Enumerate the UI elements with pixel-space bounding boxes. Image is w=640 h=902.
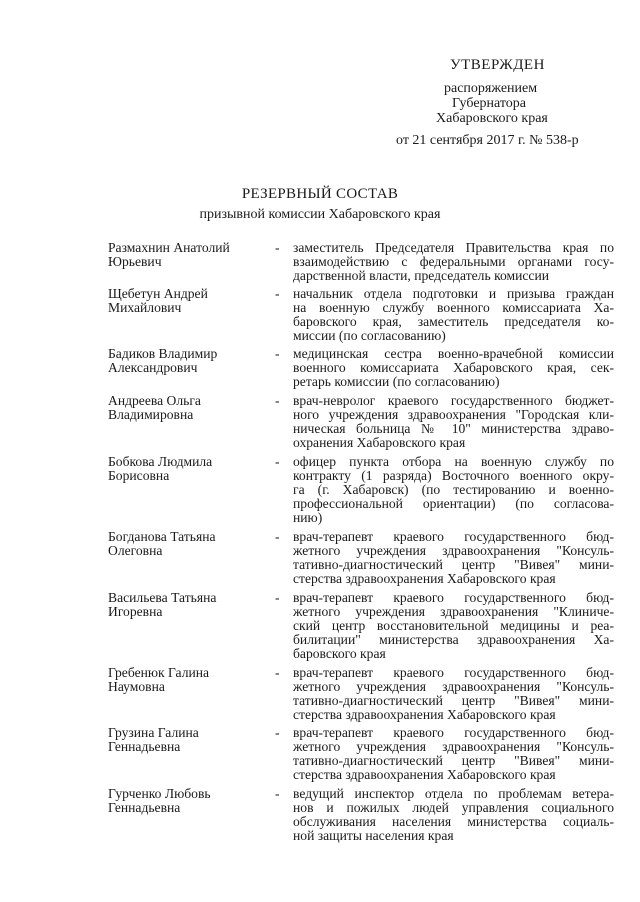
member-role: [293, 394, 614, 450]
member-role-line: взаимодействию с федеральными органами госу-: [293, 254, 614, 269]
member-name-line: Борисовна: [108, 468, 170, 483]
member-list: [108, 241, 614, 843]
member-role: [293, 241, 614, 283]
member-role-line: нию): [293, 510, 323, 525]
member-role-line: врач-терапевт краевого государственного бюд-: [293, 590, 614, 605]
member-role-line: врач-невролог краевого государственного бюджет-: [293, 393, 614, 408]
member-row: [108, 347, 614, 389]
approval-line: распоряжением: [444, 81, 538, 96]
member-role-line: тативно-диагностический центр "Вивея" мини-: [293, 693, 614, 708]
member-name: [108, 666, 273, 722]
member-role: [293, 347, 614, 389]
member-name: [108, 287, 273, 343]
member-role-line: начальник отдела подготовки и призыва граждан: [293, 286, 614, 301]
member-name: [108, 241, 273, 283]
member-role-line: ретарь комиссии (по согласованию): [293, 374, 500, 389]
approval-line: Хабаровского края: [436, 111, 548, 126]
document-title: РЕЗЕРВНЫЙ СОСТАВ: [241, 186, 399, 202]
member-name-line: Александрович: [108, 360, 198, 375]
member-row: [108, 455, 614, 525]
member-name-line: Богданова Татьяна: [108, 529, 216, 544]
member-row: [108, 726, 614, 782]
member-role-line: военного комиссариата Хабаровского края, сек-: [293, 360, 614, 375]
member-name-line: Геннадьевна: [108, 800, 181, 815]
member-row: [108, 287, 614, 343]
member-role-line: тативно-диагностический центр "Вивея" мини-: [293, 753, 614, 768]
member-role-line: стерства здравоохранения Хабаровского края: [293, 707, 556, 722]
member-role: [293, 666, 614, 722]
member-dash: -: [275, 454, 280, 469]
member-role-line: баровского края: [293, 646, 386, 661]
member-name-line: Гребенюк Галина: [108, 665, 210, 680]
approval-line: Губернатора: [452, 96, 527, 111]
member-name-line: Андреева Ольга: [108, 393, 201, 408]
member-name-line: Щебетун Андрей: [108, 286, 208, 301]
member-role-line: стерства здравоохранения Хабаровского края: [293, 571, 556, 586]
member-name-line: Грузина Галина: [108, 725, 199, 740]
member-dash: -: [275, 590, 280, 605]
member-role: [293, 726, 614, 782]
approval-date: от 21 сентября 2017 г. № 538-р: [396, 133, 579, 148]
member-dash: -: [275, 286, 280, 301]
approval-block: [392, 58, 602, 148]
member-name-line: Размахнин Анатолий: [108, 240, 230, 255]
member-row: [108, 530, 614, 586]
member-dash: -: [275, 346, 280, 361]
member-name-line: Бадиков Владимир: [108, 346, 218, 361]
member-name-line: Васильева Татьяна: [108, 590, 217, 605]
member-role-line: на военную службу военного комиссариата Ха-: [293, 300, 614, 315]
member-name-line: Владимировна: [108, 407, 194, 422]
member-role-line: ной защиты населения края: [293, 828, 454, 843]
member-name-line: Бобкова Людмила: [108, 454, 213, 469]
member-role-line: врач-терапевт краевого государственного бюд-: [293, 665, 614, 680]
member-role-line: врач-терапевт краевого государственного бюд-: [293, 725, 614, 740]
member-name-line: Юрьевич: [108, 254, 162, 269]
member-dash: -: [275, 725, 280, 740]
member-dash: -: [275, 393, 280, 408]
member-dash: -: [275, 240, 280, 255]
member-role-line: билитации" министерства здравоохранения Ха-: [293, 632, 614, 647]
member-role: [293, 787, 614, 843]
member-role-line: медицинская сестра военно-врачебной комиссии: [293, 346, 614, 361]
document-subtitle: призывной комиссии Хабаровского края: [199, 207, 441, 222]
member-dash: -: [275, 665, 280, 680]
member-role: [293, 455, 614, 525]
member-row: [108, 394, 614, 450]
member-name: [108, 787, 273, 843]
member-role-line: дарственной власти, председатель комиссии: [293, 268, 550, 283]
member-role-line: ническая больница № 10" министерства здраво-: [293, 421, 614, 436]
member-role-line: ведущий инспектор отдела по проблемам ветера-: [293, 786, 614, 801]
member-role-line: ного учреждения здравоохранения "Городская кли-: [293, 407, 614, 422]
member-role-line: баровского края, заместитель председателя ко-: [293, 314, 614, 329]
member-role-line: тативно-диагностический центр "Вивея" мини-: [293, 557, 614, 572]
member-role-line: стерства здравоохранения Хабаровского края: [293, 767, 556, 782]
member-role-line: офицер пункта отбора на военную службу по: [293, 454, 614, 469]
member-role-line: заместитель Председателя Правительства края по: [293, 240, 614, 255]
member-name-line: Олеговна: [108, 543, 163, 558]
member-role-line: врач-терапевт краевого государственного бюд-: [293, 529, 614, 544]
member-row: [108, 787, 614, 843]
member-role-line: ский центр восстановительной медицины и реа-: [293, 618, 614, 633]
member-name: [108, 726, 273, 782]
member-role: [293, 530, 614, 586]
member-role-line: обслуживания населения министерства социаль-: [293, 814, 614, 829]
member-role-line: га (г. Хабаровск) (по тестированию и военно-: [293, 482, 614, 497]
member-name: [108, 591, 273, 661]
member-role-line: нов и пожилых людей управления социального: [293, 800, 614, 815]
member-role-line: жетного учреждения здравоохранения "Консуль-: [293, 543, 614, 558]
member-dash: -: [275, 529, 280, 544]
member-name: [108, 394, 273, 450]
member-row: [108, 666, 614, 722]
member-role-line: охранения Хабаровского края: [293, 435, 466, 450]
member-name-line: Геннадьевна: [108, 739, 181, 754]
member-role-line: контракту (1 разряда) Восточного военного окру-: [293, 468, 614, 483]
member-role: [293, 591, 614, 661]
member-name: [108, 455, 273, 525]
member-name-line: Гурченко Любовь: [108, 786, 211, 801]
member-row: [108, 591, 614, 661]
member-name-line: Игоревна: [108, 604, 163, 619]
member-dash: -: [275, 786, 280, 801]
member-row: [108, 241, 614, 283]
member-role-line: жетного учреждения здравоохранения "Консуль-: [293, 679, 614, 694]
member-role-line: профессиональной ориентации) (по согласова-: [293, 496, 614, 511]
member-name: [108, 530, 273, 586]
member-role: [293, 287, 614, 343]
member-role-line: жетного учреждения здравоохранения "Клиниче-: [293, 604, 614, 619]
member-name: [108, 347, 273, 389]
member-role-line: жетного учреждения здравоохранения "Консуль-: [293, 739, 614, 754]
member-role-line: миссии (по согласованию): [293, 328, 446, 343]
member-name-line: Наумовна: [108, 679, 165, 694]
approval-heading: УТВЕРЖДЕН: [450, 57, 545, 73]
member-name-line: Михайлович: [108, 300, 182, 315]
